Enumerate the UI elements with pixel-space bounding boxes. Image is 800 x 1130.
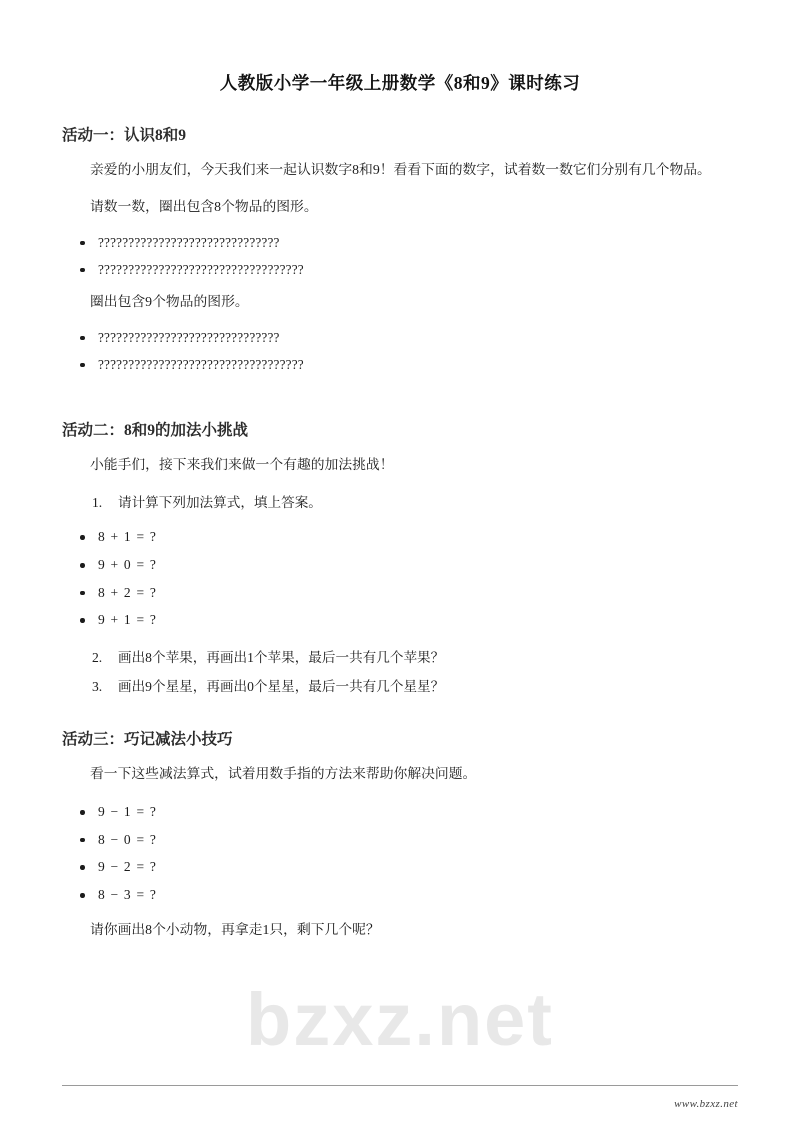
activity-1-bullet-list-8	[62, 229, 738, 283]
section-heading-activity-2: 活动二：8和9的加法小挑战	[62, 421, 249, 439]
activity-1-bullet-list-9	[62, 324, 738, 378]
list-item-label: 请计算下列加法算式，填上答案。	[118, 494, 322, 510]
watermark-text: bzxz.net	[246, 978, 554, 1061]
section-heading-activity-3: 活动三：巧记减法小技巧	[62, 731, 233, 749]
activity-2-equation-list	[62, 523, 738, 634]
activity-2-numbered-list-2	[62, 644, 738, 701]
list-item: 9 + 1 = ?	[76, 606, 738, 634]
activity-1-paragraph-2: 请数一数，圈出包含8个物品的图形。	[90, 198, 318, 214]
page-title: 人教版小学一年级上册数学《8和9》课时练习	[219, 73, 581, 93]
list-item: ??????????????????????????????????	[76, 256, 738, 283]
list-item: 8 + 1 = ?	[76, 523, 738, 551]
list-item-number: 3.	[92, 678, 103, 694]
footer-url: www.bzxz.net	[674, 1098, 738, 1110]
activity-2-numbered-list-1	[62, 489, 738, 518]
activity-2-intro: 小能手们，接下来我们来做一个有趣的加法挑战！	[90, 456, 394, 472]
list-item	[92, 673, 738, 702]
activity-1-paragraph-3: 圈出包含9个物品的图形。	[90, 293, 249, 309]
list-item: ??????????????????????????????????	[76, 351, 738, 378]
list-item-number: 2.	[92, 650, 103, 666]
list-item: 8 + 2 = ?	[76, 579, 738, 607]
activity-3-equation-list	[62, 798, 738, 909]
document-content	[62, 70, 738, 944]
section-heading-activity-1: 活动一：认识8和9	[62, 127, 187, 144]
footer-divider	[62, 1085, 738, 1086]
list-item-label: 画出9个星星，再画出0个星星，最后一共有几个星星？	[118, 678, 445, 694]
activity-1-paragraph-1: 亲爱的小朋友们，今天我们来一起认识数字8和9！看看下面的数字，试着数一数它们分别有几个物品。	[90, 162, 711, 177]
list-item: ??????????????????????????????	[76, 229, 738, 256]
activity-3-closing: 请你画出8个小动物，再拿走1只，剩下几个呢？	[90, 921, 380, 937]
list-item: 9 − 2 = ?	[76, 853, 738, 881]
list-item: 8 − 3 = ?	[76, 881, 738, 909]
list-item	[92, 644, 738, 673]
list-item-label: 画出8个苹果，再画出1个苹果，最后一共有几个苹果？	[118, 650, 445, 666]
list-item: ??????????????????????????????	[76, 324, 738, 351]
list-item-number: 1.	[92, 494, 103, 510]
activity-3-intro: 看一下这些减法算式，试着用数手指的方法来帮助你解决问题。	[90, 766, 477, 782]
list-item	[92, 489, 738, 518]
list-item: 9 + 0 = ?	[76, 551, 738, 579]
list-item: 9 − 1 = ?	[76, 798, 738, 826]
list-item: 8 − 0 = ?	[76, 826, 738, 854]
